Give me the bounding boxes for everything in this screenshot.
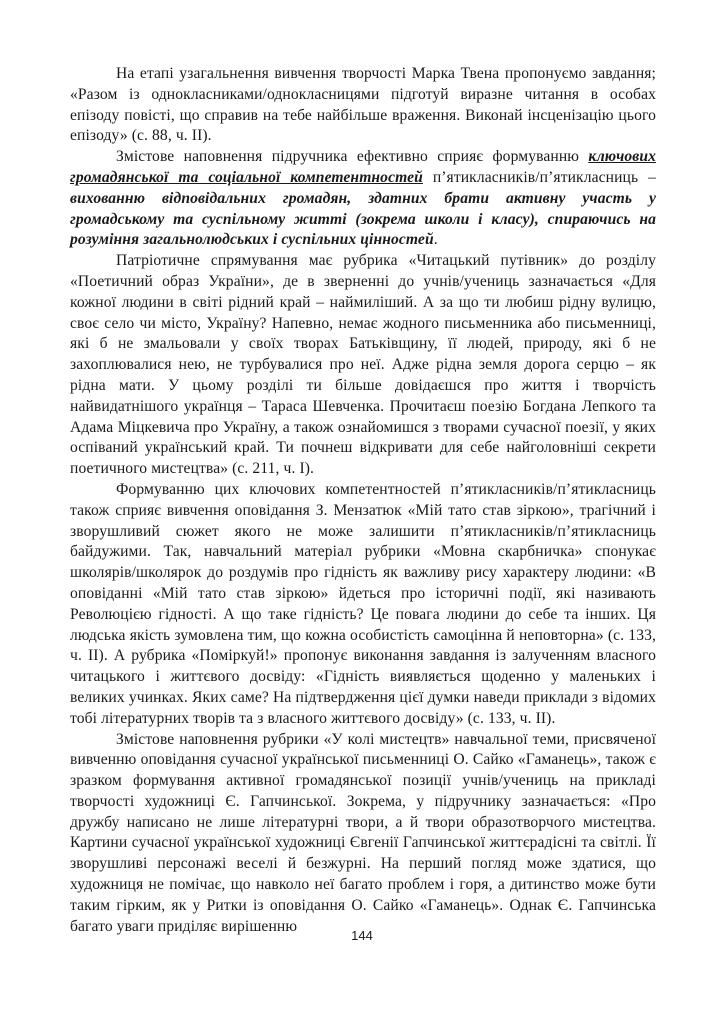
paragraph-lead-text: Змістове наповнення підручника ефективно сприяє формуванню [116,148,589,166]
paragraph-art-rubric: Змістове наповнення рубрики «У колі мистецтв» навчальної теми, присвяченої вивченню оповідання сучасної української письменниці О. Сайко «Гаманець», також є зразком формування активної громадянської позиції учнів/учениць на прикладі творчості художниці Є. Гапчинської. Зокрема, у підручнику зазначається: «Про дружбу написано не лише літературні твори, а й твори образотворчого мистецтва. Картини сучасної української художниці Євгенії Гапчинської життєрадісні та світлі. Її зворушливі персонажі веселі й безжурні. На перший погляд може здатися, що художниця не помічає, що навколо неї багато проблем і горя, а дитинство може бути таким гірким, як у Ритки із оповідання О. Сайко «Гаманець». Однак Є. Гапчинська багато уваги приділяє вирішенню [70,730,656,935]
paragraph-dignity-story: Формуванню цих ключових компетентностей п’ятикласників/п’ятикласниць також сприяє вивчення оповідання З. Мензатюк «Мій тато став зіркою», трагічний і зворушливий сюжет якого не може залишити п’ятикласників/п’ятикласниць байдужими. Так, навчальний матеріал рубрики «Мовна скарбничка» спонукає школярів/школярок до роздумів про гідність як важливу рису характеру людини: «В оповіданні «Мій тато став зіркою» йдеться про історичні події, які називають Революцією гідності. А що таке гідність? Це повага людини до себе та інших. Ця людська якість зумовлена тим, що кожна особистість самоцінна й неповторна» (с. 133, ч. ІІ). А рубрика «Поміркуй!» пропонує виконання завдання із залученням власного читацького і життєвого досвіду: «Гідність виявляється щоденно у маленьких і великих учинках. Яких саме? На підтвердження цієї думки наведи приклади з відомих тобі літературних творів та з власного життєвого досвіду» (с. 133, ч. ІІ). [70,480,656,727]
paragraph-civic-competence [70,147,656,251]
key-competences-emphasis: ключових громадянської та соціальної компетентностей [70,148,656,186]
paragraph-middle-text: п’ятикласників/п’ятикласниць – [422,168,656,186]
paragraph-mark-twain-task: На етапі узагальнення вивчення творчості Марка Твена пропонуємо завдання; «Разом із однокласниками/однокласницями підготуй виразне читання в особах епізоду повісті, що справив на тебе найбільше враження. Виконай інсценізацію цього епізоду» (с. 88, ч. ІІ). [70,65,656,145]
page-number: 144 [351,928,373,943]
paragraph-patriotic-rubric: Патріотичне спрямування має рубрика «Читацький путівник» до розділу «Поетичний образ України», де в зверненні до учнів/учениць зазначається «Для кожної людини в світі рідний край – наймиліший. А за що ти любиш рідну вулицю, своє село чи місто, Україну? Напевно, немає жодного письменника або письменниці, які б не змальовали у своїх творах Батьківщину, її людей, природу, які б не захоплювалися нею, не турбувалися про неї. Адже рідна земля дорога серцю – як рідна мати. У цьому розділі ти більше довідаєшся про життя і творчість найвидатнішого українця – Тараса Шевченка. Прочитаєш поезію Богдана Лепкого та Адама Міцкевича про Україну, а також ознайомишся з творами сучасної поезії, у яких оспіваний український край. Ти почнеш відкривати для себе найголовніші секрети поетичного мистецтва» (с. 211, ч. І). [70,252,656,478]
paragraph-tail-text: . [433,231,438,249]
document-body [70,64,656,937]
civic-upbringing-emphasis: вихованню відповідальних громадян, здатних брати активну участь у громадському та суспільному житті (зокрема школи і класу), спираючись на розуміння загальнолюдських і суспільних цінностей [70,189,656,249]
